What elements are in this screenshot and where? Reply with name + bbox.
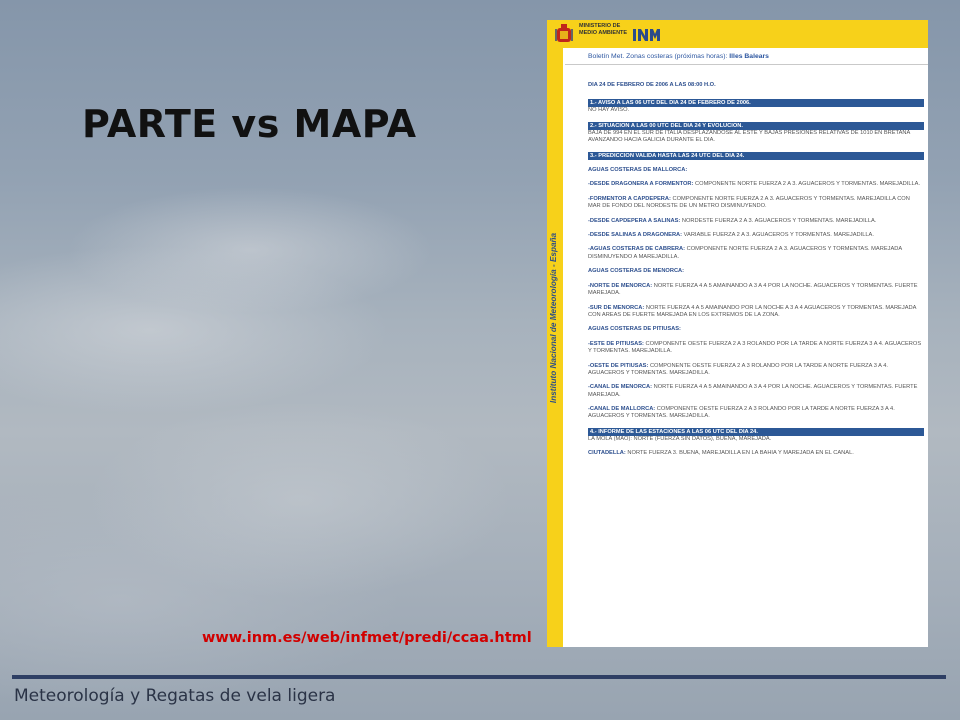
source-url-link[interactable]: www.inm.es/web/infmet/predi/ccaa.html xyxy=(202,630,532,646)
zone-text: COMPONENTE OESTE FUERZA 2 A 3 ROLANDO POR LA TARDE A NORTE FUERZA 3 A 4. AGUACEROS Y TORMENTAS. MAREJADILLA. xyxy=(588,362,888,376)
zone-item xyxy=(588,406,924,421)
bulletin-prefix: Boletín Met. Zonas costeras (próximas horas): xyxy=(588,53,728,60)
zone-item xyxy=(588,246,924,261)
zone-item xyxy=(588,218,924,225)
group-title: AGUAS COSTERAS DE MALLORCA: xyxy=(588,166,688,173)
divider xyxy=(565,64,928,65)
zone-text: VARIABLE FUERZA 2 A 3. AGUACEROS Y TORMENTAS. MAREJADILLA. xyxy=(683,231,874,238)
date-line: DIA 24 DE FEBRERO DE 2006 A LAS 08:00 H.O. xyxy=(588,82,716,88)
coat-of-arms-icon xyxy=(554,23,574,45)
footer-title: Meteorología y Regatas de vela ligera xyxy=(14,686,336,706)
section-header: 2.- SITUACION A LAS 00 UTC DEL DIA 24 Y EVOLUCION. xyxy=(588,122,924,130)
zone-name: -FORMENTOR A CAPDEPERA: xyxy=(588,195,671,202)
zone-text: NORDESTE FUERZA 2 A 3. AGUACEROS Y TORMENTAS. MAREJADILLA. xyxy=(681,217,877,224)
inm-logo-icon xyxy=(631,26,661,43)
side-band xyxy=(547,48,563,647)
zone-text: COMPONENTE OESTE FUERZA 2 A 3 ROLANDO POR LA TARDE A NORTE FUERZA 3 A 4. AGUACEROS Y TORMENTAS. MAREJADILLA. xyxy=(588,340,922,355)
section-4 xyxy=(588,428,924,443)
zone-item xyxy=(588,283,924,298)
zone-name: -AGUAS COSTERAS DE CABRERA: xyxy=(588,246,686,253)
zone-name: -DESDE SALINAS A DRAGONERA: xyxy=(588,231,683,238)
page-header xyxy=(547,20,928,48)
zone-text: NORTE FUERZA 4 A 5 AMAINANDO POR LA NOCHE A 3 A 4 AGUACEROS Y TORMENTAS. MAREJADA CON AREAS DE FUERTE MAREJADA EN LOS EXTREMOS DE LA ZONA. xyxy=(588,304,917,318)
zone-text: NORTE FUERZA 4 A 5 AMAINANDO A 3 A 4 POR LA NOCHE. AGUACEROS Y TORMENTAS. FUERTE MAREJADA. xyxy=(588,384,918,398)
zone-name: -OESTE DE PITIUSAS: xyxy=(588,362,649,369)
zone-item xyxy=(588,341,924,356)
zone-name: -SUR DE MENORCA: xyxy=(588,304,645,311)
section-header: 1.- AVISO A LAS 06 UTC DEL DIA 24 DE FEBRERO DE 2006. xyxy=(588,99,924,107)
bulletin-title xyxy=(588,53,769,60)
section-text: BAJA DE 994 EN EL SUR DE ITALIA DESPLAZANDOSE AL ESTE Y BAJAS PRESIONES RELATIVAS DE 1010 EN BRETANA AVANZANDO HACIA GALICIA DURANTE EL DIA. xyxy=(588,129,910,144)
zone-name: -DESDE CAPDEPERA A SALINAS: xyxy=(588,217,681,224)
slide-title: PARTE vs MAPA xyxy=(82,102,417,146)
zone-name: -DESDE DRAGONERA A FORMENTOR: xyxy=(588,181,694,188)
zone-item xyxy=(588,450,924,457)
zone-name: CIUTADELLA: xyxy=(588,450,626,457)
zone-text: COMPONENTE OESTE FUERZA 2 A 3 ROLANDO POR LA TARDE A NORTE FUERZA 3 A 4. AGUACEROS Y TORMENTAS. MAREJADILLA. xyxy=(588,406,895,420)
section-header: 4.- INFORME DE LAS ESTACIONES A LAS 06 UTC DEL DIA 24. xyxy=(588,428,924,436)
zone-text: COMPONENTE NORTE FUERZA 2 A 3. AGUACEROS Y TORMENTAS. MAREJADILLA. xyxy=(695,181,921,188)
zone-item xyxy=(588,305,924,320)
zone-name: -CANAL DE MENORCA: xyxy=(588,384,653,391)
zone-text: NORTE FUERZA 4 A 5 AMAINANDO A 3 A 4 POR LA NOCHE. AGUACEROS Y TORMENTAS. FUERTE MAREJADA. xyxy=(588,282,918,297)
group-title: AGUAS COSTERAS DE MENORCA: xyxy=(588,268,685,275)
zone-name: -NORTE DE MENORCA: xyxy=(588,282,653,289)
zone-item xyxy=(588,181,924,188)
zone-item xyxy=(588,384,924,399)
zone-item xyxy=(588,363,924,378)
zone-item xyxy=(588,232,924,239)
group-title: AGUAS COSTERAS DE PITIUSAS: xyxy=(588,326,681,333)
section-text: LA MOLA (MAO): NORTE (FUERZA SIN DATOS), BUENA, MAREJADA. xyxy=(588,435,772,442)
section-2 xyxy=(588,122,924,145)
zone-text: COMPONENTE NORTE FUERZA 2 A 3. AGUACEROS Y TORMENTAS. MAREJADILLA CON MAR DE FONDO DEL NORDESTE DE UN METRO DISMINUYENDO. xyxy=(588,195,910,210)
ministry-name: MINISTERIO DE MEDIO AMBIENTE xyxy=(579,23,628,36)
section-header: 3.- PREDICCION VALIDA HASTA LAS 24 UTC DEL DIA 24. xyxy=(588,152,924,160)
zone-name: -ESTE DE PITIUSAS: xyxy=(588,340,644,347)
institute-name: Instituto Nacional de Meteorología - España xyxy=(549,232,558,404)
zone-text: NORTE FUERZA 3. BUENA, MAREJADILLA EN LA BAHIA Y MAREJADA EN EL CANAL. xyxy=(627,450,854,457)
bulletin-content xyxy=(588,82,924,465)
zone-text: COMPONENTE NORTE FUERZA 2 A 3. AGUACEROS Y TORMENTAS. MAREJADA DISMINUYENDO A MAREJADILLA. xyxy=(588,246,902,260)
zone-name: -CANAL DE MALLORCA: xyxy=(588,406,656,413)
section-1 xyxy=(588,99,924,114)
zone-item xyxy=(588,196,924,211)
bulletin-screenshot xyxy=(547,20,928,647)
footer-divider xyxy=(12,675,946,679)
section-text: NO HAY AVISO. xyxy=(588,107,630,114)
bulletin-region: Illes Balears xyxy=(729,53,769,60)
section-3 xyxy=(588,152,924,160)
